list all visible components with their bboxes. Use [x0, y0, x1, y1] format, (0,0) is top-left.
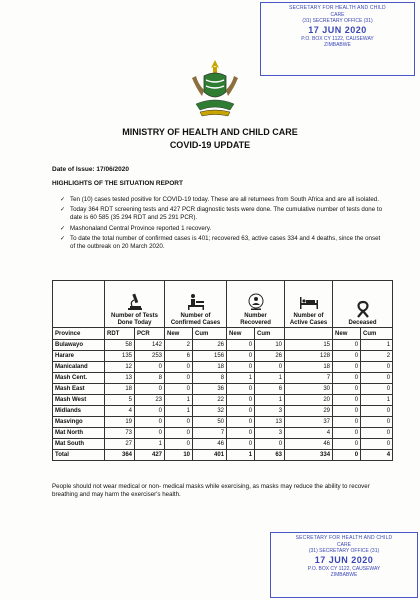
col-pcr: PCR	[135, 328, 165, 340]
stamp-line: SECRETARY FOR HEALTH AND CHILD	[289, 5, 386, 11]
table-corner	[53, 281, 105, 328]
province-cell: Mash Cent.	[53, 373, 105, 384]
value-cell: 0	[227, 395, 255, 406]
value-cell: 73	[105, 428, 135, 439]
hospital-bed-icon	[298, 293, 320, 311]
province-cell: Masvingo	[53, 417, 105, 428]
value-cell: 0	[333, 362, 361, 373]
province-cell: Total	[53, 450, 105, 461]
col-active	[285, 328, 333, 340]
header-active-label: Number of Active Cases	[289, 313, 328, 326]
value-cell: 0	[361, 362, 393, 373]
value-cell: 0	[227, 406, 255, 417]
table-row	[53, 362, 393, 373]
value-cell: 58	[105, 340, 135, 351]
value-cell: 0	[333, 384, 361, 395]
value-cell: 0	[333, 417, 361, 428]
header-confirmed-label: Number of Confirmed Cases	[170, 313, 221, 326]
secretary-stamp-top	[260, 2, 415, 76]
value-cell: 30	[285, 384, 333, 395]
table-row	[53, 417, 393, 428]
value-cell: 156	[193, 351, 227, 362]
province-cell: Mat South	[53, 439, 105, 450]
highlights-list	[60, 196, 385, 253]
value-cell: 1	[165, 395, 193, 406]
header-deceased	[333, 281, 393, 328]
value-cell: 3	[255, 406, 285, 417]
value-cell: 13	[255, 417, 285, 428]
value-cell: 6	[255, 384, 285, 395]
value-cell: 1	[227, 450, 255, 461]
header-active	[285, 281, 333, 328]
value-cell: 0	[135, 362, 165, 373]
value-cell: 0	[333, 428, 361, 439]
value-cell: 2	[361, 351, 393, 362]
patient-bed-icon	[186, 293, 206, 311]
col-deceased-cum: Cum	[361, 328, 393, 340]
value-cell: 20	[285, 395, 333, 406]
value-cell: 27	[105, 439, 135, 450]
value-cell: 1	[165, 406, 193, 417]
stamp-line: (31) SECRETARY OFFICE (31)	[308, 548, 380, 554]
value-cell: 0	[227, 351, 255, 362]
value-cell: 0	[333, 406, 361, 417]
value-cell: 18	[193, 362, 227, 373]
value-cell: 50	[193, 417, 227, 428]
value-cell: 0	[165, 373, 193, 384]
recovered-person-icon	[246, 293, 266, 311]
microscope-icon	[125, 293, 145, 311]
value-cell: 0	[255, 362, 285, 373]
province-cell: Mash East	[53, 384, 105, 395]
value-cell: 0	[333, 395, 361, 406]
value-cell: 0	[165, 439, 193, 450]
value-cell: 1	[227, 373, 255, 384]
secretary-stamp-bottom	[270, 532, 418, 598]
value-cell: 0	[165, 362, 193, 373]
value-cell: 23	[135, 395, 165, 406]
value-cell: 0	[361, 417, 393, 428]
value-cell: 0	[135, 406, 165, 417]
value-cell: 19	[105, 417, 135, 428]
value-cell: 0	[165, 417, 193, 428]
value-cell: 364	[105, 450, 135, 461]
value-cell: 0	[135, 428, 165, 439]
table-row	[53, 351, 393, 362]
header-tests-label: Number of Tests Done Today	[111, 313, 158, 326]
header-recovered-label: Number Recovered	[240, 313, 271, 326]
value-cell: 12	[105, 362, 135, 373]
value-cell: 135	[105, 351, 135, 362]
highlight-item: ✓ To date the total number of confirmed cases is 401; recovered 63, active cases 334 and 4 deaths, since the onset of the outbreak on 20 March 2020.	[60, 235, 385, 251]
ministry-title: MINISTRY OF HEALTH AND CHILD CARE	[122, 127, 298, 137]
value-cell: 18	[105, 384, 135, 395]
province-cell: Midlands	[53, 406, 105, 417]
header-deceased-label: Deceased	[348, 320, 377, 326]
covid-statistics-table	[52, 280, 393, 461]
value-cell: 0	[361, 373, 393, 384]
value-cell: 142	[135, 340, 165, 351]
value-cell: 0	[333, 340, 361, 351]
value-cell: 8	[135, 373, 165, 384]
value-cell: 334	[285, 450, 333, 461]
value-cell: 29	[285, 406, 333, 417]
col-confirmed-new: New	[165, 328, 193, 340]
value-cell: 5	[105, 395, 135, 406]
province-cell: Mash West	[53, 395, 105, 406]
value-cell: 0	[165, 384, 193, 395]
value-cell: 10	[255, 340, 285, 351]
table-row	[53, 406, 393, 417]
stamp-date: 17 JUN 2020	[308, 24, 367, 35]
value-cell: 1	[361, 340, 393, 351]
value-cell: 0	[227, 439, 255, 450]
value-cell: 401	[193, 450, 227, 461]
table-row	[53, 384, 393, 395]
header-confirmed	[165, 281, 227, 328]
header-tests	[105, 281, 165, 328]
value-cell: 3	[255, 428, 285, 439]
value-cell: 427	[135, 450, 165, 461]
highlight-item: ✓ Ten (10) cases tested positive for COVID-19 today. These are all returnees from South Africa and are all isolated.	[60, 196, 385, 204]
table-total-row	[53, 450, 393, 461]
value-cell: 253	[135, 351, 165, 362]
col-deceased-new: New	[333, 328, 361, 340]
table-row	[53, 439, 393, 450]
value-cell: 26	[255, 351, 285, 362]
value-cell: 0	[227, 428, 255, 439]
value-cell: 0	[361, 406, 393, 417]
stamp-line: CARE	[330, 11, 345, 18]
stamp-date: 17 JUN 2020	[314, 554, 374, 565]
value-cell: 0	[227, 340, 255, 351]
value-cell: 32	[193, 406, 227, 417]
value-cell: 0	[227, 384, 255, 395]
col-rdt: RDT	[105, 328, 135, 340]
header-recovered	[227, 281, 285, 328]
mourning-ribbon-icon	[353, 300, 373, 318]
stamp-line: ZIMBABWE	[330, 572, 358, 578]
value-cell: 0	[255, 439, 285, 450]
footer-advisory: People should not wear medical or non- medical masks while exercising, as masks may reduce the ability to recover breathing and may harm the exerciser's health.	[52, 483, 370, 498]
col-recovered-new: New	[227, 328, 255, 340]
value-cell: 2	[165, 340, 193, 351]
value-cell: 0	[361, 439, 393, 450]
value-cell: 7	[193, 428, 227, 439]
zimbabwe-coat-of-arms-icon	[186, 58, 244, 120]
stamp-line: (31) SECRETARY OFFICE (31)	[302, 18, 373, 24]
highlight-item: ✓ Today 364 RDT screening tests and 427 PCR diagnostic tests were done. The cumulative number of tests done to date is 60 585 (35 294 RDT and 25 291 PCR).	[60, 206, 385, 222]
table-body	[53, 340, 393, 461]
date-of-issue: Date of Issue: 17/06/2020	[52, 166, 129, 173]
value-cell: 46	[285, 439, 333, 450]
province-cell: Harare	[53, 351, 105, 362]
highlights-heading: HIGHLIGHTS OF THE SITUATION REPORT	[52, 180, 183, 187]
table-row	[53, 373, 393, 384]
value-cell: 1	[255, 373, 285, 384]
value-cell: 0	[135, 384, 165, 395]
report-title: COVID-19 UPDATE	[169, 140, 251, 150]
value-cell: 15	[285, 340, 333, 351]
value-cell: 0	[135, 417, 165, 428]
stamp-line: CARE	[337, 541, 351, 548]
highlight-item: ✓ Mashonaland Central Province reported 1 recovery.	[60, 225, 385, 233]
stamp-line: P.O. BOX CY 1122, CAUSEWAY	[301, 35, 374, 42]
col-recovered-cum: Cum	[255, 328, 285, 340]
stamp-line: P.O. BOX CY 1122, CAUSEWAY	[307, 565, 381, 572]
value-cell: 36	[193, 384, 227, 395]
value-cell: 4	[105, 406, 135, 417]
value-cell: 8	[193, 373, 227, 384]
value-cell: 1	[361, 395, 393, 406]
value-cell: 10	[165, 450, 193, 461]
value-cell: 6	[165, 351, 193, 362]
value-cell: 4	[361, 450, 393, 461]
value-cell: 46	[193, 439, 227, 450]
value-cell: 1	[135, 439, 165, 450]
province-cell: Mat North	[53, 428, 105, 439]
value-cell: 128	[285, 351, 333, 362]
value-cell: 13	[105, 373, 135, 384]
table-row	[53, 428, 393, 439]
value-cell: 0	[227, 417, 255, 428]
table-row	[53, 340, 393, 351]
province-cell: Bulawayo	[53, 340, 105, 351]
value-cell: 63	[255, 450, 285, 461]
value-cell: 0	[333, 439, 361, 450]
value-cell: 0	[333, 373, 361, 384]
value-cell: 7	[285, 373, 333, 384]
value-cell: 37	[285, 417, 333, 428]
value-cell: 0	[333, 450, 361, 461]
stamp-line: ZIMBABWE	[324, 42, 351, 48]
value-cell: 22	[193, 395, 227, 406]
col-confirmed-cum: Cum	[193, 328, 227, 340]
value-cell: 18	[285, 362, 333, 373]
value-cell: 0	[361, 384, 393, 395]
value-cell: 1	[255, 395, 285, 406]
value-cell: 0	[165, 428, 193, 439]
table-row	[53, 395, 393, 406]
stamp-line: SECRETARY FOR HEALTH AND CHILD	[295, 535, 393, 541]
province-cell: Manicaland	[53, 362, 105, 373]
col-province: Province	[53, 328, 105, 340]
value-cell: 26	[193, 340, 227, 351]
value-cell: 4	[285, 428, 333, 439]
value-cell: 0	[227, 362, 255, 373]
value-cell: 0	[361, 428, 393, 439]
value-cell: 0	[333, 351, 361, 362]
